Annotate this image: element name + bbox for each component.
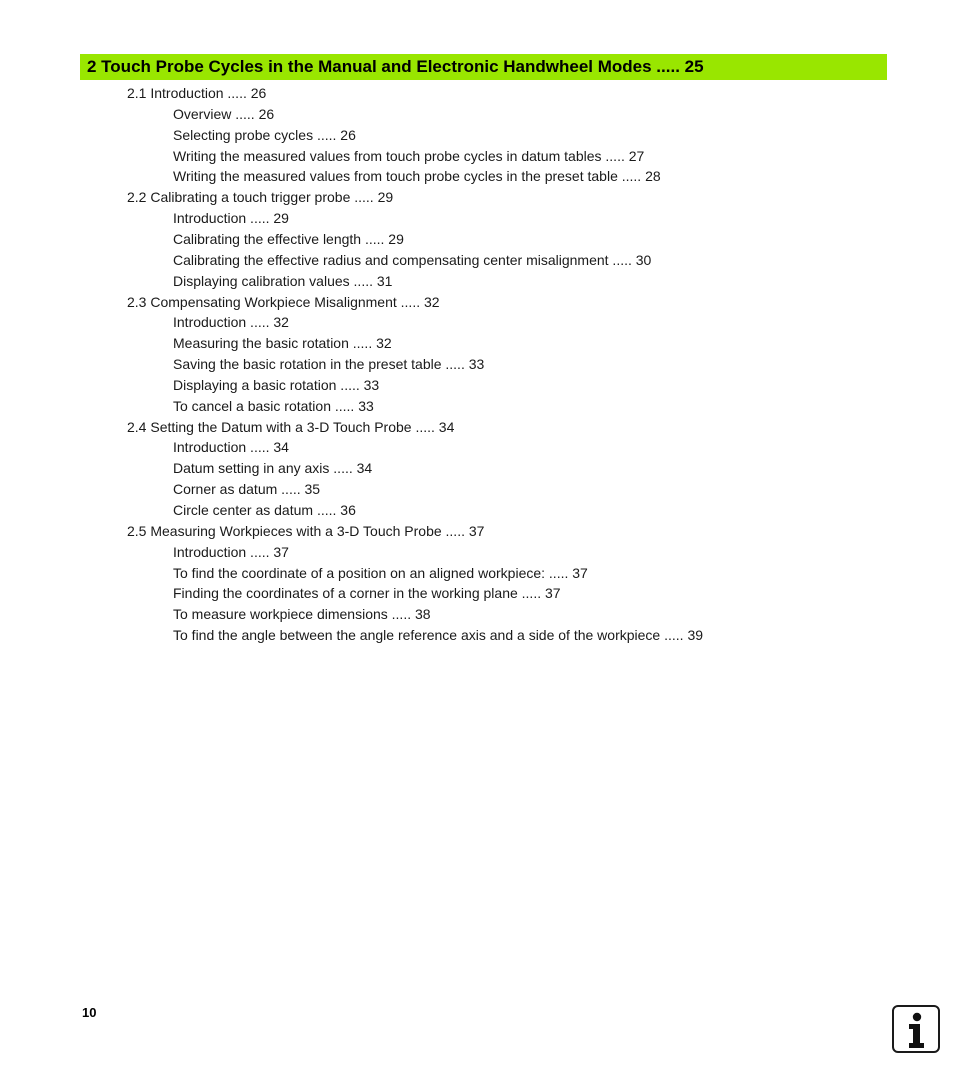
- toc-subsection-entry[interactable]: Circle center as datum ..... 36: [173, 502, 356, 518]
- toc-subsection-entry[interactable]: Writing the measured values from touch probe cycles in the preset table ..... 28: [173, 168, 661, 185]
- toc-subsection-entry[interactable]: Introduction ..... 37: [173, 543, 289, 560]
- toc-subsection-entry[interactable]: Corner as datum ..... 35: [173, 481, 321, 498]
- toc-subsection-entry[interactable]: To find the angle between the angle reference axis and a side of the workpiece ..... 39: [173, 627, 704, 644]
- toc-subsection-entry[interactable]: Saving the basic rotation in the preset table ..... 33: [173, 356, 485, 373]
- toc-section-entry[interactable]: 2.1 Introduction ..... 26: [127, 85, 267, 101]
- toc-subsection-entry[interactable]: Calibrating the effective radius and compensating center misalignment ..... 30: [173, 251, 652, 268]
- info-icon: [892, 1005, 940, 1053]
- toc-subsection-entry[interactable]: Finding the coordinates of a corner in the working plane ..... 37: [173, 585, 561, 602]
- toc-subsection-entry[interactable]: To measure workpiece dimensions ..... 38: [173, 606, 431, 623]
- toc-subsection-entry[interactable]: Datum setting in any axis ..... 34: [173, 460, 373, 477]
- chapter-title[interactable]: 2 Touch Probe Cycles in the Manual and Electronic Handwheel Modes ..... 25: [87, 57, 704, 76]
- chapter-heading-bar: [80, 54, 887, 80]
- toc-subsection-entry[interactable]: Writing the measured values from touch probe cycles in datum tables ..... 27: [173, 147, 645, 164]
- toc-subsection-entry[interactable]: To cancel a basic rotation ..... 33: [173, 397, 374, 414]
- info-glyph: [894, 1007, 938, 1051]
- toc-subsection-entry[interactable]: Measuring the basic rotation ..... 32: [173, 335, 392, 352]
- page-number: 10: [82, 1005, 97, 1020]
- toc-subsection-entry[interactable]: Introduction ..... 34: [173, 439, 289, 456]
- toc-subsection-entry[interactable]: Overview ..... 26: [173, 105, 275, 122]
- toc-subsection-entry[interactable]: Displaying calibration values ..... 31: [173, 272, 393, 289]
- toc-subsection-entry[interactable]: Calibrating the effective length ..... 29: [173, 230, 404, 247]
- toc-section-entry[interactable]: 2.2 Calibrating a touch trigger probe ..... 29: [127, 189, 394, 206]
- toc-section-entry[interactable]: 2.4 Setting the Datum with a 3-D Touch Probe ..... 34: [127, 418, 455, 435]
- toc-subsection-entry[interactable]: Introduction ..... 32: [173, 314, 289, 331]
- toc-subsection-entry[interactable]: Introduction ..... 29: [173, 210, 289, 227]
- toc-subsection-entry[interactable]: Selecting probe cycles ..... 26: [173, 126, 356, 143]
- toc-subsection-entry[interactable]: To find the coordinate of a position on an aligned workpiece: ..... 37: [173, 564, 588, 581]
- toc-section-entry[interactable]: 2.5 Measuring Workpieces with a 3-D Touch Probe ..... 37: [127, 522, 485, 539]
- toc-section-entry[interactable]: 2.3 Compensating Workpiece Misalignment ..... 32: [127, 293, 440, 310]
- toc-subsection-entry[interactable]: Displaying a basic rotation ..... 33: [173, 376, 380, 393]
